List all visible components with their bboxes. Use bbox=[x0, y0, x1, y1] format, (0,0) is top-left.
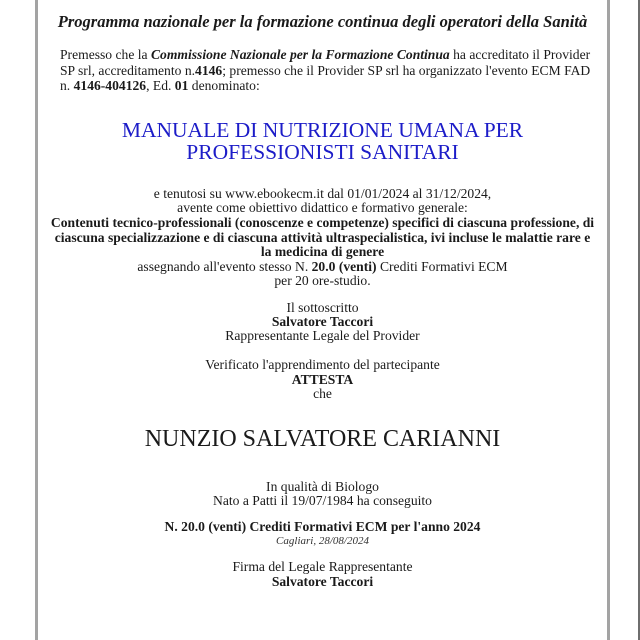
held-on-text: e tenutosi su www.ebookecm.it dal 01/01/2024 al 31/12/2024, bbox=[153, 186, 492, 201]
signatory-intro: Il sottoscritto bbox=[286, 300, 359, 315]
intro-text: Premesso che la bbox=[60, 47, 151, 62]
attesta-text: ATTESTA bbox=[291, 372, 354, 387]
signature-label: Firma del Legale Rappresentante bbox=[232, 559, 413, 574]
event-title-line-2: PROFESSIONISTI SANITARI bbox=[186, 140, 459, 164]
study-hours: per 20 ore-studio. bbox=[274, 273, 371, 288]
event-number: 4146-404126 bbox=[73, 78, 147, 94]
program-title: Programma nazionale per la formazione continua degli operatori della Sanità bbox=[57, 12, 588, 31]
objective-intro: avente come obiettivo didattico e formativo generale: bbox=[177, 200, 468, 215]
intro-line-1 bbox=[60, 47, 590, 63]
participant-birth: Nato a Patti il 19/07/1984 ha conseguito bbox=[213, 493, 432, 508]
signatory-name: Salvatore Taccori bbox=[271, 314, 374, 329]
intro-text: denominato: bbox=[188, 78, 260, 94]
place-date: Cagliari, 28/08/2024 bbox=[276, 535, 369, 547]
commission-name: Commissione Nazionale per la Formazione Continua bbox=[150, 47, 450, 62]
intro-text: n. bbox=[60, 78, 74, 94]
intro-text: ha accreditato il Provider bbox=[449, 47, 591, 62]
intro-text: SP srl, accreditamento n. bbox=[60, 62, 196, 78]
intro-text: ; premesso che il Provider SP srl ha organizzato l'evento ECM FAD bbox=[222, 62, 591, 78]
award-credits: N. 20.0 (venti) Crediti Formativi ECM per l'anno 2024 bbox=[164, 519, 481, 534]
event-title-line-1: MANUALE DI NUTRIZIONE UMANA PER bbox=[121, 118, 524, 142]
objective-line-2: ciascuna specializzazione e di ciascuna attività ultraspecialistica, ivi incluse le malattie rare e bbox=[54, 230, 591, 245]
signature-name: Salvatore Taccori bbox=[271, 574, 374, 589]
credits-value: 20.0 (venti) bbox=[311, 259, 377, 274]
che-text: che bbox=[313, 386, 332, 401]
intro-line-3 bbox=[60, 78, 590, 94]
participant-qualification: In qualità di Biologo bbox=[266, 479, 379, 494]
objective-line-3: la medicina di genere bbox=[260, 244, 385, 259]
edition-number: 01 bbox=[174, 78, 189, 94]
signatory-role: Rappresentante Legale del Provider bbox=[225, 328, 420, 343]
page-border-right bbox=[607, 0, 610, 640]
intro-paragraph bbox=[60, 47, 590, 94]
intro-text: , Ed. bbox=[146, 78, 175, 94]
accreditation-number: 4146 bbox=[195, 62, 223, 78]
objective-line-1: Contenuti tecnico-professionali (conoscenze e competenze) specifici di ciascuna professione, di bbox=[50, 215, 595, 230]
intro-line-2 bbox=[60, 63, 590, 79]
participant-name: NUNZIO SALVATORE CARIANNI bbox=[144, 426, 501, 452]
credits-text: assegnando all'evento stesso N. bbox=[137, 259, 312, 274]
credits-text: Crediti Formativi ECM bbox=[376, 259, 508, 274]
verified-text: Verificato l'apprendimento del partecipante bbox=[205, 357, 440, 372]
